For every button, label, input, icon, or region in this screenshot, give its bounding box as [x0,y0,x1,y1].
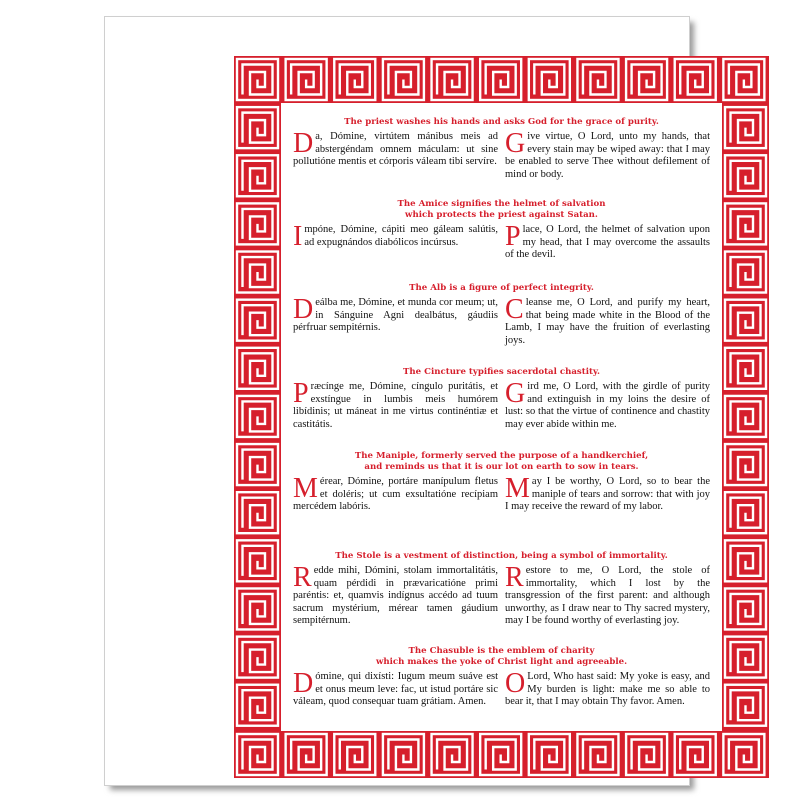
latin-prayer [293,562,498,628]
drop-cap: G [505,128,526,159]
greek-key-tile [237,734,278,775]
greek-key-tile [725,396,766,437]
english-prayer [505,473,710,514]
greek-key-tile [237,588,278,629]
section-heading: The priest washes his hands and asks God for the grace of purity. [344,117,659,127]
greek-key-tile [725,252,766,293]
english-text: estore to me, O Lord, the stole of immortality, which I lost by the transgression of the first parent: and although unworthy, as I draw near to Thy sacred mystery, may I be found worthy of everlasting joy. [505,565,710,627]
greek-key-tile [626,59,667,100]
greek-key-tile [725,155,766,196]
greek-key-tile [725,637,766,678]
latin-prayer [293,221,498,262]
english-text: leanse me, O Lord, and purify my heart, that being made white in the Blood of the Lamb, I may have the fruition of everlasting joys. [505,297,710,346]
greek-key-tile [237,155,278,196]
vesting-prayer-stole [293,551,710,628]
section-heading: The Chasuble is the emblem of charity which makes the yoke of Christ light and agreeable. [375,646,628,667]
greek-key-tile [529,734,570,775]
drop-cap: R [293,562,312,593]
greek-key-tile [237,444,278,485]
greek-key-tile [237,252,278,293]
greek-key-tile [237,396,278,437]
drop-cap: P [505,221,521,252]
greek-key-tile [286,59,327,100]
greek-key-tile [675,734,716,775]
greek-key-tile [577,734,618,775]
drop-cap: P [293,378,309,409]
greek-key-tile [725,492,766,533]
greek-key-tile [432,59,473,100]
greek-key-tile [725,588,766,629]
greek-key-tile [383,734,424,775]
drop-cap: D [293,128,314,159]
english-text: ird me, O Lord, with the girdle of purity and extinguish in my loins the desire of lust: so that the virtue of continence and chastity may ever abide within me. [505,381,710,430]
greek-key-tile [626,734,667,775]
vesting-prayer-maniple [293,451,710,514]
vesting-prayer-amice [293,199,710,262]
greek-key-tile [480,59,521,100]
greek-key-tile [237,540,278,581]
greek-key-tile [725,300,766,341]
greek-key-tile [237,492,278,533]
greek-key-tile [725,685,766,726]
greek-key-tile [725,107,766,148]
greek-key-tile [334,59,375,100]
latin-text: ræcínge me, Dómine, cíngulo puritátis, et exstíngue in lumbis meis humórem libídinis; ut máneat in me virtus continéntiæ et castitátis. [293,381,498,430]
greek-key-tile [675,59,716,100]
drop-cap: M [505,473,530,504]
vesting-prayer-cincture [293,367,710,431]
greek-key-tile [383,59,424,100]
drop-cap: G [505,378,526,409]
english-prayer [505,294,710,347]
vesting-prayer-chasuble [293,646,710,709]
greek-key-tile [286,734,327,775]
greek-key-tile [237,348,278,389]
section-heading: The Alb is a figure of perfect integrity. [409,283,594,293]
greek-key-tile [237,59,278,100]
greek-key-tile [577,59,618,100]
greek-key-tile [432,734,473,775]
greek-key-tile [480,734,521,775]
greek-key-tile [725,348,766,389]
latin-text: a, Dómine, virtútem mánibus meis ad abstergéndam omnem máculam: ut sine pollutióne mentis et córporis váleam tibi servíre. [293,131,498,168]
english-text: ive virtue, O Lord, unto my hands, that every stain may be wiped away: that I may be enabled to serve Thee without defilement of mind or body. [505,131,710,180]
english-prayer [505,378,710,431]
drop-cap: M [293,473,318,504]
greek-key-tile [237,637,278,678]
section-heading: The Stole is a vestment of distinction, being a symbol of immortality. [335,551,668,561]
greek-key-tile [529,59,570,100]
greek-key-tile [725,540,766,581]
english-text: ay I be worthy, O Lord, so to bear the maniple of tears and sorrow: that with joy I may receive the reward of my labor. [505,476,710,513]
latin-text: ómine, qui dixísti: Iugum meum suáve est et onus meum leve: fac, ut istud portáre sic váleam, quod consequar tuam grátiam. Amen. [293,671,498,708]
latin-prayer [293,473,498,514]
greek-key-tile [237,107,278,148]
drop-cap: R [505,562,524,593]
section-heading: The Amice signifies the helmet of salvation which protects the priest against Satan. [397,199,606,220]
english-prayer [505,668,710,709]
latin-text: érear, Dómine, portáre manípulum fletus et doléris; ut cum exsultatióne recípiam mercédem labóris. [293,476,498,513]
greek-key-tile [723,734,764,775]
drop-cap: I [293,221,303,252]
vesting-prayer-alb [293,283,710,347]
section-heading: The Maniple, formerly served the purpose of a handkerchief, and reminds us that it is our lot on earth to sow in tears. [354,451,649,472]
english-prayer [505,562,710,628]
greek-key-tile [723,59,764,100]
prayer-panel [281,103,722,731]
latin-prayer [293,668,498,709]
vesting-prayer-washing-hands [293,117,710,181]
drop-cap: C [505,294,524,325]
drop-cap: O [505,668,526,699]
latin-text: edde mihi, Dómini, stolam immortalitátis, quam pérdidi in prævaricatióne primi paréntis: et, quamvis indígnus accédo ad tuum sacrum mystérium, mérear tamen gáudium sempitérnum. [293,565,498,627]
greek-key-tile [725,203,766,244]
latin-text: mpóne, Dómine, cápiti meo gáleam salútis, ad expugnándos diabólicos incúrsus. [304,224,498,248]
english-text: Lord, Who hast said: My yoke is easy, and My burden is light: make me so able to bear it, that I may obtain Thy favor. Amen. [505,671,710,708]
latin-prayer [293,128,498,181]
drop-cap: D [293,668,314,699]
drop-cap: D [293,294,314,325]
english-prayer [505,128,710,181]
latin-prayer [293,378,498,431]
greek-key-tile [334,734,375,775]
greek-key-tile [237,685,278,726]
greek-key-border [234,56,769,778]
latin-prayer [293,294,498,347]
latin-text: eálba me, Dómine, et munda cor meum; ut, in Sánguine Agni dealbátus, gáudiis pérfruar sempitérnis. [293,297,498,334]
prayer-card [104,16,710,786]
english-prayer [505,221,710,262]
greek-key-tile [237,300,278,341]
greek-key-tile [725,444,766,485]
section-heading: The Cincture typifies sacerdotal chastity. [403,367,600,377]
greek-key-tile [237,203,278,244]
english-text: lace, O Lord, the helmet of salvation upon my head, that I may overcome the assaults of the devil. [505,224,710,261]
